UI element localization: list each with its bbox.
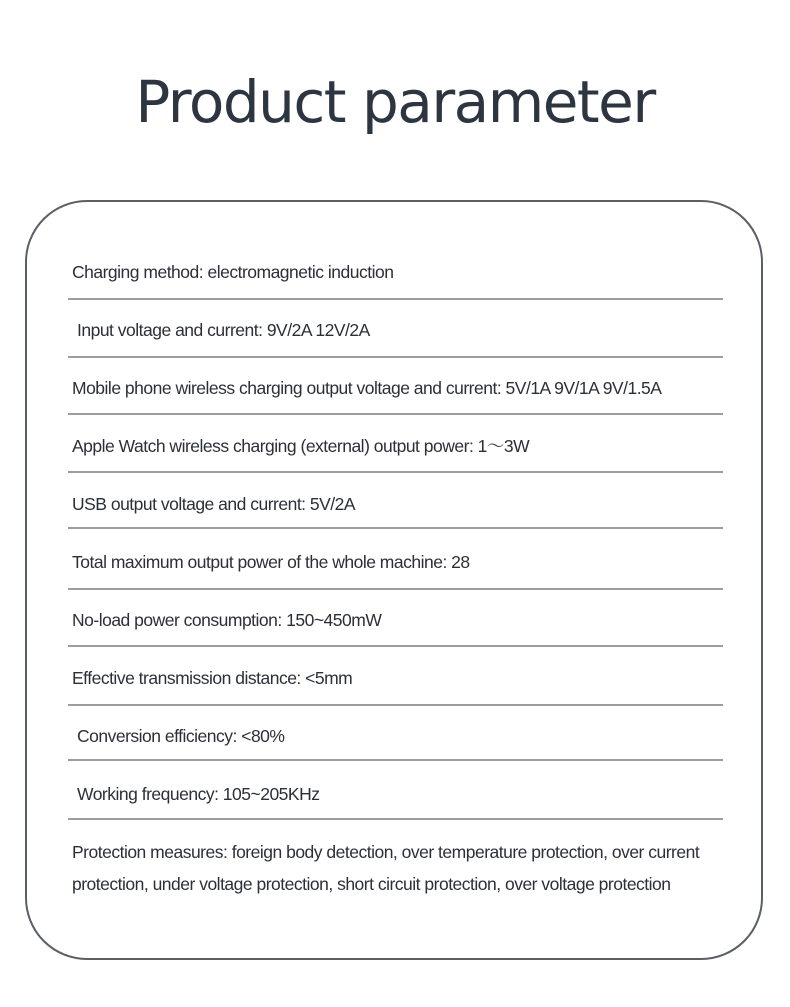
param-usb-output: USB output voltage and current: 5V/2A [72, 494, 356, 514]
divider [68, 588, 723, 590]
param-protection-measures: Protection measures: foreign body detection, over temperature protection, over current protection, under voltage protection, short circuit protection, over voltage protection [72, 842, 700, 894]
param-no-load-power: No-load power consumption: 150~450mW [72, 610, 382, 630]
divider [68, 527, 723, 529]
divider [68, 413, 723, 415]
divider [68, 818, 723, 820]
divider [68, 298, 723, 300]
param-transmission-distance: Effective transmission distance: <5mm [72, 668, 353, 688]
param-charging-method: Charging method: electromagnetic induction [72, 262, 394, 282]
param-watch-output: Apple Watch wireless charging (external) output power: 1～3W [72, 436, 530, 456]
divider [68, 356, 723, 358]
page-title: Product parameter [135, 68, 655, 136]
param-phone-output: Mobile phone wireless charging output voltage and current: 5V/1A 9V/1A 9V/1.5A [72, 378, 662, 398]
divider [68, 471, 723, 473]
divider [68, 704, 723, 706]
param-total-power: Total maximum output power of the whole machine: 28 [72, 552, 470, 572]
param-input-voltage: Input voltage and current: 9V/2A 12V/2A [77, 320, 370, 340]
param-working-frequency: Working frequency: 105~205KHz [77, 784, 320, 804]
param-conversion-efficiency: Conversion efficiency: <80% [77, 726, 285, 746]
divider [68, 759, 723, 761]
divider [68, 645, 723, 647]
